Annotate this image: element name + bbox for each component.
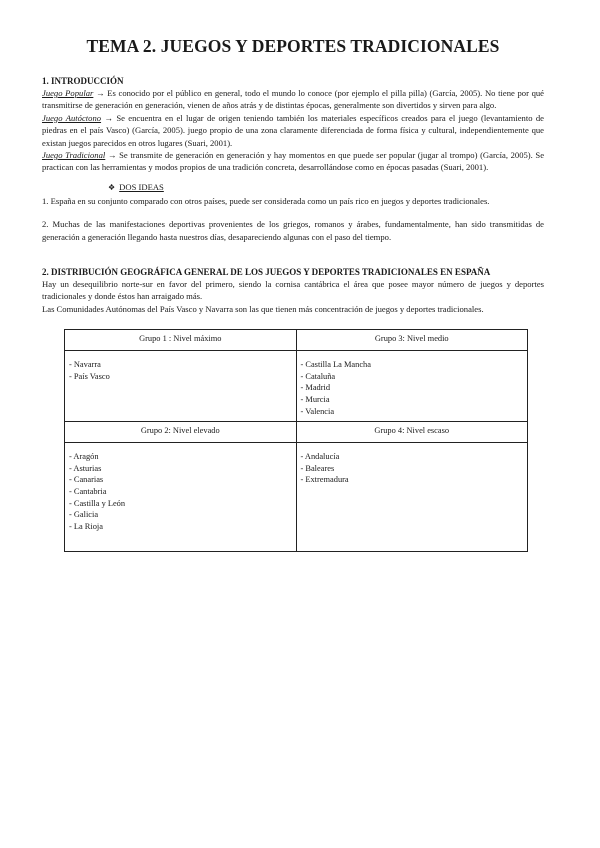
idea-1: 1. España en su conjunto comparado con otros países, puede ser considerada como un país rico en juegos y deportes tradicionales. bbox=[42, 195, 490, 206]
definition-text: → Se encuentra en el lugar de origen teniendo también los materiales específicos creados para el juego (levantamiento de piedras en el país Vasco) (García, 2005). juego propio de una zona claramente diferenciada de forma física y cultural, independientemente que existan juegos parecidos en otros lugares (Suari, 2001). bbox=[42, 112, 544, 148]
definition-text: → Se transmite de generación en generación y hay momentos en que puede ser popular (jugar al trompo) (García, 2005). Se practican con las herramientas y modos propios de una tradición concreta, desarrollándose como en épocas pasadas (Suari, 2001). bbox=[42, 150, 545, 173]
group-cell bbox=[65, 351, 297, 422]
group-header: Grupo 2: Nivel elevado bbox=[65, 422, 297, 443]
group-cell bbox=[296, 351, 528, 422]
list-item: - Navarra bbox=[69, 360, 101, 370]
group-cell bbox=[65, 443, 297, 552]
list-item: - País Vasco bbox=[69, 371, 110, 381]
groups-table bbox=[64, 329, 528, 552]
ideas-heading bbox=[108, 181, 544, 194]
idea-2: 2. Muchas de las manifestaciones deportivas provenientes de los griegos, romanos y árabes, fundamentalmente, han sido transmitidas de generación a generación llegando hasta nuestros días, desapareciendo algunas con el paso del tiempo. bbox=[42, 219, 544, 242]
section-2-paragraph-2: Las Comunidades Autónomas del País Vasco y Navarra son las que tienen más concentración de juegos y deportes tradicionales. bbox=[42, 303, 484, 314]
list-item: - Andalucía bbox=[300, 452, 340, 462]
diamond-bullet-icon: ❖ bbox=[108, 182, 116, 192]
list-item: - Baleares bbox=[300, 463, 335, 473]
section-2-heading: 2. DISTRIBUCIÓN GEOGRÁFICA GENERAL DE LOS JUEGOS Y DEPORTES TRADICIONALES EN ESPAÑA bbox=[42, 267, 491, 278]
group-header: Grupo 1 : Nivel máximo bbox=[65, 330, 297, 351]
definition-popular bbox=[42, 87, 544, 112]
list-item: - Extremadura bbox=[300, 475, 349, 485]
definition-term: Juego Popular bbox=[42, 88, 94, 98]
definition-autoctono bbox=[42, 112, 544, 149]
list-item: - Castilla y León bbox=[69, 498, 126, 508]
section-1-heading: 1. INTRODUCCIÓN bbox=[42, 76, 124, 86]
list-item: - Madrid bbox=[300, 383, 331, 393]
list-item: - Aragón bbox=[69, 452, 99, 462]
list-item: - Asturias bbox=[69, 463, 102, 473]
group-cell bbox=[296, 443, 528, 552]
group-header: Grupo 4: Nivel escaso bbox=[296, 422, 528, 443]
list-item: - Castilla La Mancha bbox=[300, 360, 371, 370]
list-item: - Cataluña bbox=[300, 371, 336, 381]
group-header: Grupo 3: Nivel medio bbox=[296, 330, 528, 351]
list-item: - La Rioja bbox=[69, 521, 103, 531]
definition-term: Juego Tradicional bbox=[42, 150, 106, 161]
definition-tradicional bbox=[42, 149, 544, 174]
page-title: TEMA 2. JUEGOS Y DEPORTES TRADICIONALES bbox=[86, 36, 500, 56]
section-2-paragraph-1: Hay un desequilibrio norte-sur en favor del primero, siendo la cornisa cantábrica el área que posee mayor número de juegos y deportes tradicionales y donde éstos han arraigado más. bbox=[42, 279, 544, 302]
list-item: - Murcia bbox=[300, 395, 330, 405]
list-item: - Valencia bbox=[300, 406, 335, 416]
list-item: - Canarias bbox=[69, 475, 104, 485]
list-item: - Cantabria bbox=[69, 487, 107, 497]
ideas-label: DOS IDEAS bbox=[119, 181, 164, 192]
definition-term: Juego Autóctono bbox=[42, 112, 102, 123]
definition-text: → Es conocido por el público en general, todo el mundo lo conoce (por ejemplo el pilla pilla) (García, 2005). No tiene por qué transmitirse de generación en generación, vienen de años atrás y de distintas épocas, generalmente son divertidos y sirven para algo. bbox=[42, 88, 545, 111]
list-item: - Galicia bbox=[69, 510, 99, 520]
